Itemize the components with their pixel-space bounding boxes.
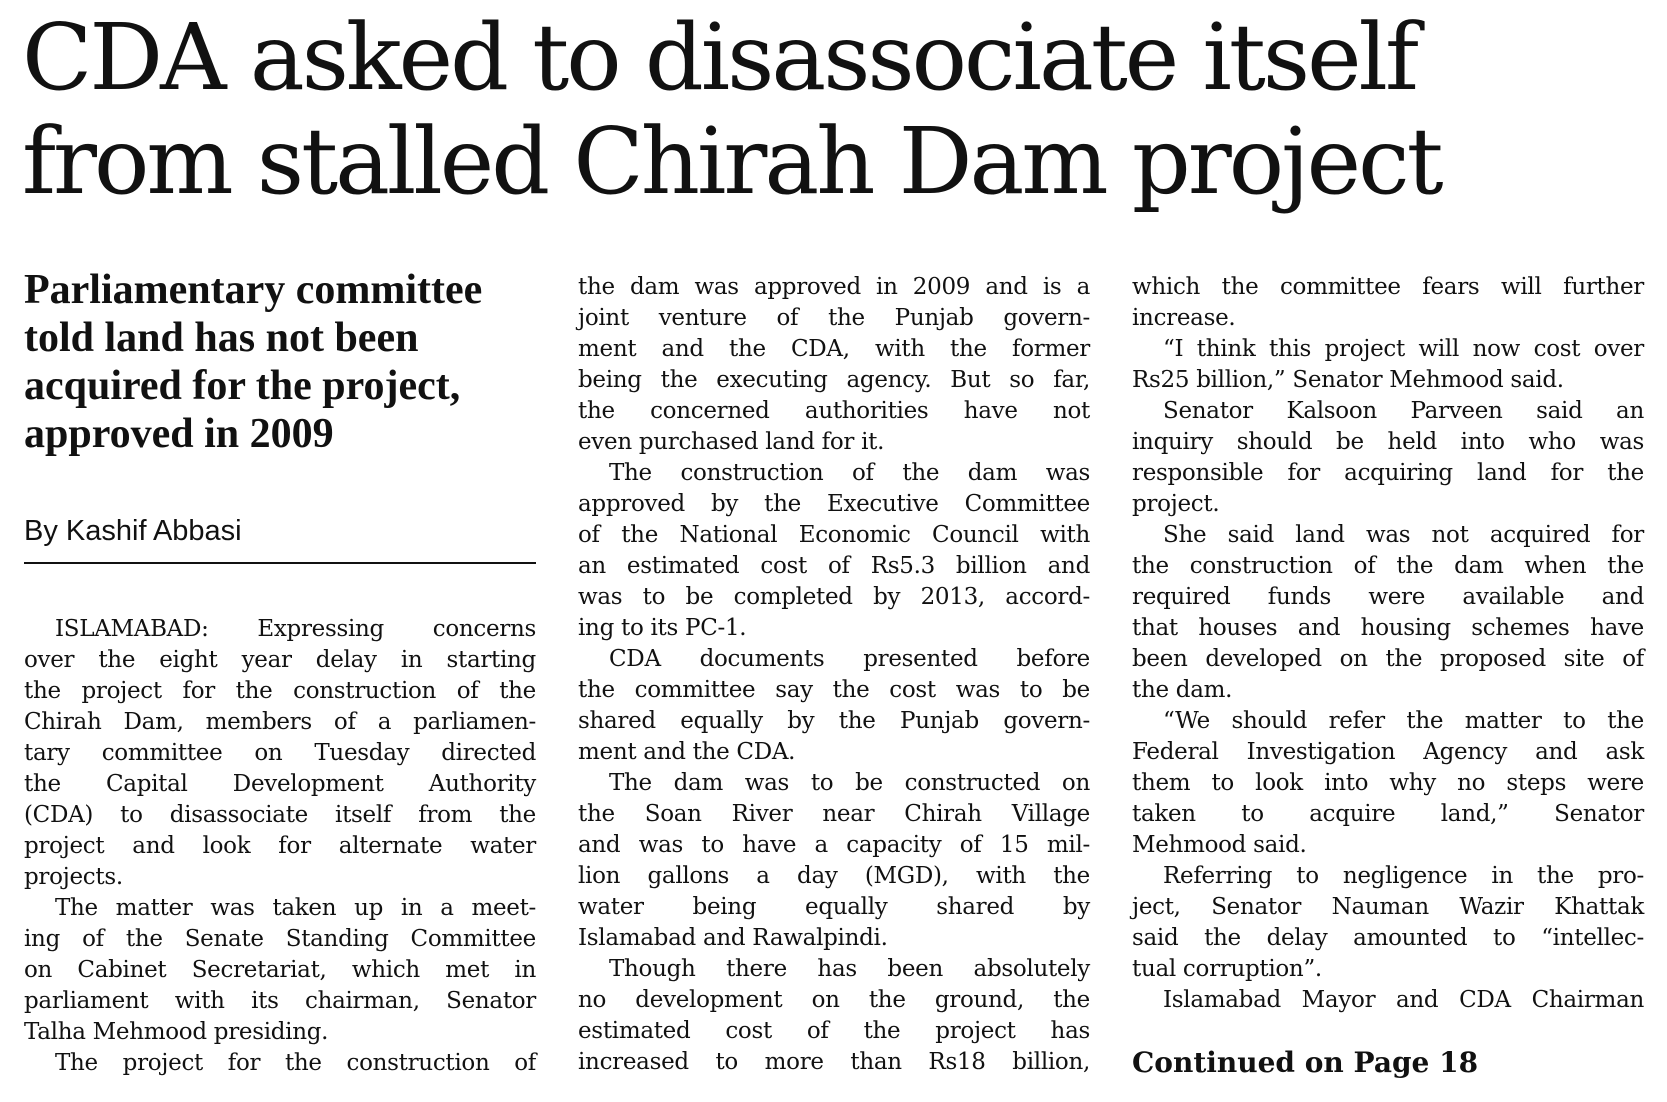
text-line: (CDA) to disassociate itself from the <box>24 802 536 828</box>
text-line: Though there has been absolutely <box>609 956 1090 982</box>
headline <box>22 6 1652 214</box>
text-line: water being equally shared by <box>578 894 1090 920</box>
text-line: an estimated cost of Rs5.3 billion and <box>578 553 1090 579</box>
text-line: The dam was to be constructed on <box>609 770 1090 796</box>
text-line: Islamabad and Rawalpindi. <box>578 925 888 951</box>
text-line: the dam. <box>1132 677 1233 703</box>
text-line: The construction of the dam was <box>609 460 1090 486</box>
text-line: them to look into why no steps were <box>1132 770 1644 796</box>
text-line: approved by the Executive Committee <box>578 491 1090 517</box>
headline-line: from stalled Chirah Dam project <box>22 108 1441 215</box>
headline-line: CDA asked to disassociate itself <box>22 4 1417 111</box>
text-line: project. <box>1132 491 1220 517</box>
text-line: ment and the CDA, with the former <box>578 336 1090 362</box>
text-line: the concerned authorities have not <box>578 398 1090 424</box>
text-line: said the delay amounted to “intellec- <box>1132 925 1644 951</box>
text-line: ment and the CDA. <box>578 739 796 765</box>
subheadline-line: told land has not been <box>24 315 419 361</box>
text-line: Islamabad Mayor and CDA Chairman <box>1163 987 1644 1013</box>
subheadline-line: approved in 2009 <box>24 411 334 457</box>
text-line: the dam was approved in 2009 and is a <box>578 274 1090 300</box>
text-line: projects. <box>24 864 123 890</box>
text-line: tary committee on Tuesday directed <box>24 740 536 766</box>
text-line: taken to acquire land,” Senator <box>1132 801 1644 827</box>
text-line: “We should refer the matter to the <box>1163 708 1644 734</box>
text-line: increase. <box>1132 305 1236 331</box>
text-line: ject, Senator Nauman Wazir Khattak <box>1132 894 1644 920</box>
text-line: responsible for acquiring land for the <box>1132 460 1644 486</box>
text-line: Referring to negligence in the pro- <box>1163 863 1644 889</box>
text-line: the committee say the cost was to be <box>578 677 1090 703</box>
article-column-3 <box>1132 272 1644 1016</box>
text-line: joint venture of the Punjab govern- <box>578 305 1090 331</box>
article-column-1 <box>24 614 536 1079</box>
text-line: even purchased land for it. <box>578 429 885 455</box>
text-line: Rs25 billion,” Senator Mehmood said. <box>1132 367 1564 393</box>
text-line: She said land was not acquired for <box>1163 522 1644 548</box>
text-line: required funds were available and <box>1132 584 1644 610</box>
text-line: Talha Mehmood presiding. <box>24 1019 329 1045</box>
text-line: was to be completed by 2013, accord- <box>578 584 1090 610</box>
text-line: of the National Economic Council with <box>578 522 1090 548</box>
text-line: no development on the ground, the <box>578 987 1090 1013</box>
text-line: and was to have a capacity of 15 mil- <box>578 832 1090 858</box>
text-line: Senator Kalsoon Parveen said an <box>1163 398 1644 424</box>
text-line: CDA documents presented before <box>609 646 1090 672</box>
text-line: being the executing agency. But so far, <box>578 367 1090 393</box>
text-line: “I think this project will now cost over <box>1163 336 1644 362</box>
text-line: that houses and housing schemes have <box>1132 615 1644 641</box>
text-line: lion gallons a day (MGD), with the <box>578 863 1090 889</box>
text-line: ing of the Senate Standing Committee <box>24 926 536 952</box>
text-line: The matter was taken up in a meet- <box>55 895 536 921</box>
text-line: the project for the construction of the <box>24 678 536 704</box>
text-line: shared equally by the Punjab govern- <box>578 708 1090 734</box>
text-line: Chirah Dam, members of a parliamen- <box>24 709 536 735</box>
text-line: increased to more than Rs18 billion, <box>578 1049 1090 1075</box>
text-line: inquiry should be held into who was <box>1132 429 1644 455</box>
text-line: ing to its PC-1. <box>578 615 747 641</box>
text-line: tual corruption”. <box>1132 956 1322 982</box>
subheadline <box>24 266 544 458</box>
text-line: which the committee fears will further <box>1132 274 1644 300</box>
text-line: project and look for alternate water <box>24 833 536 859</box>
subheadline-line: acquired for the project, <box>24 363 461 409</box>
text-line: ISLAMABAD: Expressing concerns <box>55 616 536 642</box>
text-line: Mehmood said. <box>1132 832 1307 858</box>
text-line: parliament with its chairman, Senator <box>24 988 536 1014</box>
text-line: over the eight year delay in starting <box>24 647 536 673</box>
article-column-2 <box>578 272 1090 1078</box>
byline: By Kashif Abbasi <box>24 514 536 564</box>
text-line: estimated cost of the project has <box>578 1018 1090 1044</box>
text-line: been developed on the proposed site of <box>1132 646 1644 672</box>
continued-notice: Continued on Page 18 <box>1132 1046 1479 1079</box>
text-line: The project for the construction of <box>55 1050 536 1076</box>
text-line: the Soan River near Chirah Village <box>578 801 1090 827</box>
text-line: Federal Investigation Agency and ask <box>1132 739 1644 765</box>
text-line: on Cabinet Secretariat, which met in <box>24 957 536 983</box>
subheadline-line: Parliamentary committee <box>24 267 483 313</box>
text-line: the Capital Development Authority <box>24 771 536 797</box>
text-line: the construction of the dam when the <box>1132 553 1644 579</box>
